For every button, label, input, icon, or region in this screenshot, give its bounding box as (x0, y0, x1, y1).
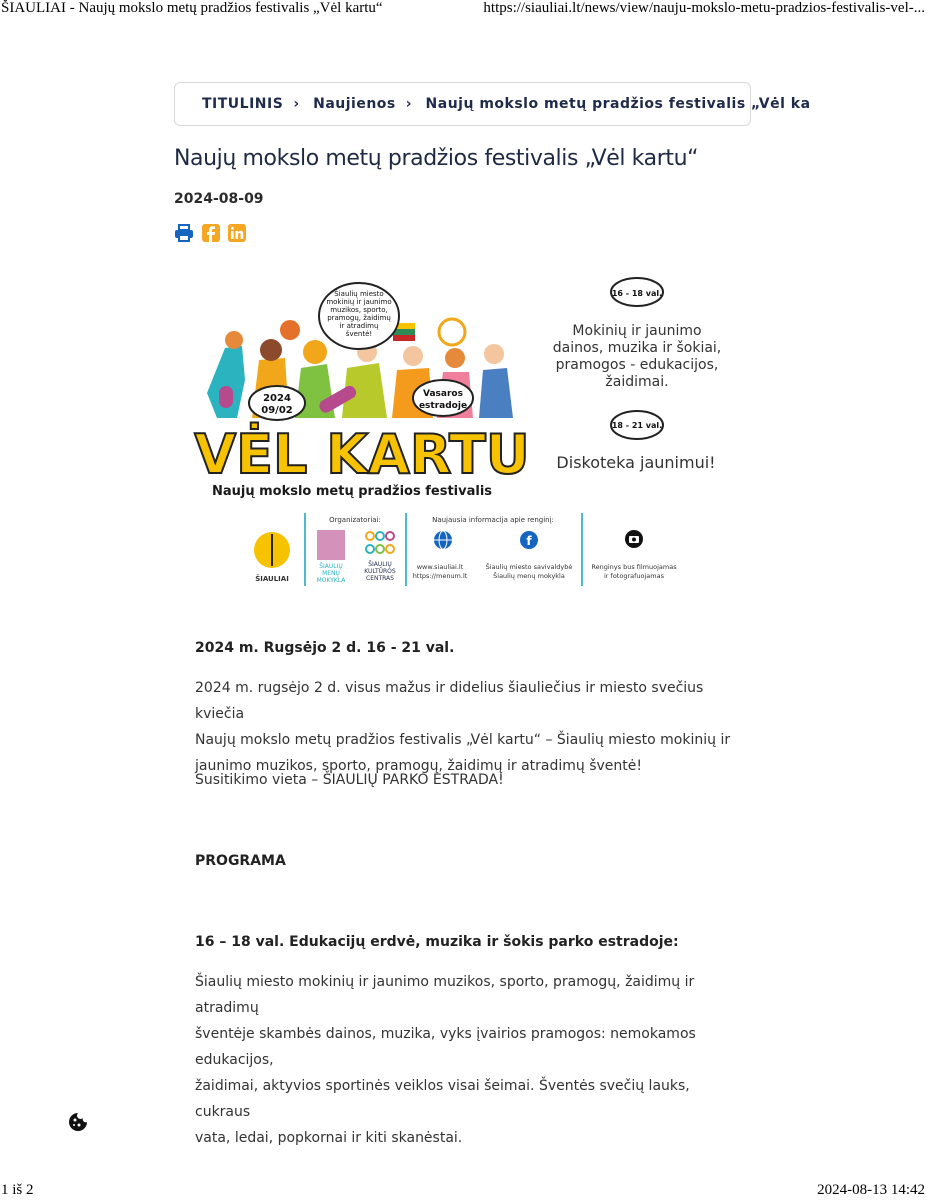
poster-web2: https://menum.lt (412, 572, 468, 580)
paragraph-line: jaunimo muzikos, sporto, pramogų, žaidimų ir atradimų šventė! (195, 758, 642, 774)
facebook-icon[interactable] (202, 224, 220, 242)
poster-date-year: 2024 (263, 393, 291, 404)
breadcrumb (174, 82, 811, 126)
poster-logo3-line: CENTRAS (366, 575, 394, 582)
poster-logo3-line: KULTŪROS (364, 568, 396, 575)
poster-logo2-line: ŠIAULIŲ (319, 563, 343, 570)
article-date: 2024-08-09 (174, 191, 264, 207)
poster-desc1-line: Mokinių ir jaunimo (572, 323, 702, 339)
poster-bubble-line: pramogų, žaidimų (327, 314, 391, 322)
poster-time2: 18 - 21 val. (611, 421, 663, 430)
poster-desc1-line: dainos, muzika ir šokiai, (552, 340, 722, 356)
poster-logo2-line: MENŲ (322, 570, 340, 577)
globe-icon (434, 531, 452, 549)
program-heading: PROGRAMA (195, 853, 286, 869)
poster-time1: 16 - 18 val. (611, 289, 663, 298)
poster-photo2: ir fotografuojamas (604, 572, 664, 580)
poster-logo3-line: ŠIAULIŲ (368, 561, 392, 568)
paragraph-line: šventėje skambės dainos, muzika, vyks įvairios pramogos: nemokamos edukacijos, (195, 1026, 696, 1068)
print-icon[interactable] (174, 224, 194, 242)
print-page-title: ŠIAULIAI - Naujų mokslo metų pradžios festivalis „Vėl kartu“ (1, 0, 383, 16)
print-datetime: 2024-08-13 14:42 (817, 1182, 925, 1198)
article-title: Naujų mokslo metų pradžios festivalis „Vėl kartu“ (174, 146, 699, 171)
poster-desc2: Diskoteka jaunimui! (556, 453, 716, 472)
poster-bubble-line: Šiaulių miesto (334, 290, 384, 298)
paragraph-line: Šiaulių miesto mokinių ir jaunimo muzikos, sporto, pramogų, žaidimų ir atradimų (195, 974, 695, 1016)
program-item-heading: 16 – 18 val. Edukacijų erdvė, muzika ir šokis parko estradoje: (195, 934, 679, 950)
paragraph-line: vata, ledai, popkornai ir kiti skanėstai. (195, 1130, 463, 1146)
print-page-number: 1 iš 2 (1, 1182, 34, 1198)
chevron-right-icon: › (405, 96, 412, 112)
poster-fb2: Šiaulių menų mokykla (493, 572, 565, 580)
poster-desc1-line: pramogos - edukacijos, (555, 357, 719, 373)
poster-photo1: Renginys bus filmuojamas (591, 563, 677, 571)
article-subheading: 2024 m. Rugsėjo 2 d. 16 - 21 val. (195, 640, 455, 656)
facebook-icon (520, 531, 538, 549)
poster-fb1: Šiaulių miesto savivaldybė (485, 563, 573, 571)
article-paragraph-1 (195, 675, 740, 779)
share-toolbar (174, 224, 246, 242)
poster-subline: Naujų mokslo metų pradžios festivalis (211, 484, 493, 499)
program-item-text (195, 969, 740, 1151)
poster-logo-siauliai: ŠIAULIAI (255, 575, 289, 583)
chevron-right-icon: › (293, 96, 300, 112)
paragraph-line: žaidimai, aktyvios sportinės veiklos visai šeimai. Šventės svečių lauks, cukraus (195, 1078, 690, 1120)
cookie-icon[interactable] (68, 1112, 88, 1132)
poster-stage-line: Vasaros (423, 389, 463, 399)
poster-headline: VĖL KARTU (194, 423, 530, 486)
poster-stage-line: estradoje (418, 401, 468, 411)
poster-organizers-label: Organizatoriai: (329, 516, 381, 524)
poster-date-day: 09/02 (261, 405, 293, 416)
poster-bubble-line: šventė! (345, 330, 373, 338)
poster-bubble-line: mokinių ir jaunimo (326, 298, 392, 306)
article-paragraph-2: Susitikimo vieta – ŠIAULIŲ PARKO ESTRADA! (195, 772, 504, 788)
linkedin-icon[interactable] (228, 224, 246, 242)
breadcrumb-section-link[interactable]: Naujienos (313, 96, 396, 112)
poster-desc1-line: žaidimai. (605, 374, 669, 390)
paragraph-line: Naujų mokslo metų pradžios festivalis „Vėl kartu“ – Šiaulių miesto mokinių ir (195, 732, 731, 748)
poster-bubble-line: ir atradimų (339, 322, 379, 330)
paragraph-line: 2024 m. rugsėjo 2 d. visus mažus ir didelius šiauliečius ir miesto svečius kviečia (195, 680, 704, 722)
breadcrumb-current: Naujų mokslo metų pradžios festivalis „Vėl ka (425, 96, 811, 112)
festival-poster (194, 268, 730, 590)
poster-logo2-line: MOKYKLA (316, 577, 346, 584)
camera-icon (625, 530, 643, 548)
svg-text:f: f (526, 534, 532, 548)
poster-bubble-line: muzikos, sporto, (330, 306, 388, 314)
print-page-url: https://siauliai.lt/news/view/nauju-mokslo-metu-pradzios-festivalis-vel-... (483, 0, 925, 16)
poster-info-label: Naujausia informacija apie renginį: (432, 516, 554, 524)
breadcrumb-home-link[interactable]: TITULINIS (202, 96, 284, 112)
poster-web1: www.siauliai.lt (416, 563, 464, 571)
